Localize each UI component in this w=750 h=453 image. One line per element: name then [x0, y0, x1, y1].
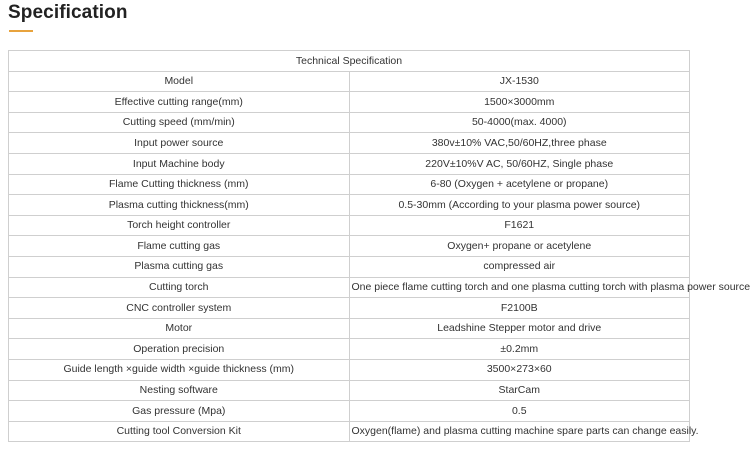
spec-label: Plasma cutting thickness(mm) [9, 195, 350, 216]
spec-value: 6-80 (Oxygen + acetylene or propane) [349, 174, 690, 195]
table-row [9, 195, 690, 216]
spec-label: Cutting tool Conversion Kit [9, 421, 350, 442]
table-row [9, 92, 690, 113]
table-row [9, 401, 690, 422]
spec-label: Flame Cutting thickness (mm) [9, 174, 350, 195]
spec-value: 0.5 [349, 401, 690, 422]
spec-label: Operation precision [9, 339, 350, 360]
table-row [9, 380, 690, 401]
spec-label: Input Machine body [9, 153, 350, 174]
table-row [9, 256, 690, 277]
spec-value: compressed air [349, 256, 690, 277]
spec-label: Flame cutting gas [9, 236, 350, 257]
spec-label: Effective cutting range(mm) [9, 92, 350, 113]
spec-value: Oxygen(flame) and plasma cutting machine spare parts can change easily. [349, 421, 690, 442]
table-row [9, 174, 690, 195]
specification-table [8, 50, 750, 442]
spec-value: StarCam [349, 380, 690, 401]
spec-value: F1621 [349, 215, 690, 236]
table-caption-row [9, 51, 690, 72]
table-row [9, 153, 690, 174]
spec-value: Oxygen+ propane or acetylene [349, 236, 690, 257]
spec-value: ±0.2mm [349, 339, 690, 360]
spec-label: Gas pressure (Mpa) [9, 401, 350, 422]
spec-value: 3500×273×60 [349, 359, 690, 380]
spec-label: Plasma cutting gas [9, 256, 350, 277]
table-row [9, 339, 690, 360]
table-row [9, 359, 690, 380]
spec-label: Cutting speed (mm/min) [9, 112, 350, 133]
spec-value: 1500×3000mm [349, 92, 690, 113]
page-title: Specification [8, 2, 128, 23]
spec-value: 0.5-30mm (According to your plasma power source) [349, 195, 690, 216]
spec-value: F2100B [349, 298, 690, 319]
title-accent-underline [9, 30, 33, 32]
spec-label: Input power source [9, 133, 350, 154]
spec-value: 220V±10%V AC, 50/60HZ, Single phase [349, 153, 690, 174]
spec-value: 50-4000(max. 4000) [349, 112, 690, 133]
spec-label: Cutting torch [9, 277, 350, 298]
table-row [9, 71, 690, 92]
spec-value: Leadshine Stepper motor and drive [349, 318, 690, 339]
table-row [9, 298, 690, 319]
table-row [9, 236, 690, 257]
spec-label: Model [9, 71, 350, 92]
spec-label: Motor [9, 318, 350, 339]
table-row [9, 421, 690, 442]
table-caption: Technical Specification [9, 51, 690, 72]
spec-label: CNC controller system [9, 298, 350, 319]
spec-label: Guide length ×guide width ×guide thickness (mm) [9, 359, 350, 380]
spec-value: 380v±10% VAC,50/60HZ,three phase [349, 133, 690, 154]
table-row [9, 215, 690, 236]
table-row [9, 133, 690, 154]
table-row [9, 112, 690, 133]
spec-label: Torch height controller [9, 215, 350, 236]
table-row [9, 318, 690, 339]
spec-value: One piece flame cutting torch and one plasma cutting torch with plasma power source [349, 277, 690, 298]
spec-value: JX-1530 [349, 71, 690, 92]
table-row [9, 277, 690, 298]
spec-label: Nesting software [9, 380, 350, 401]
